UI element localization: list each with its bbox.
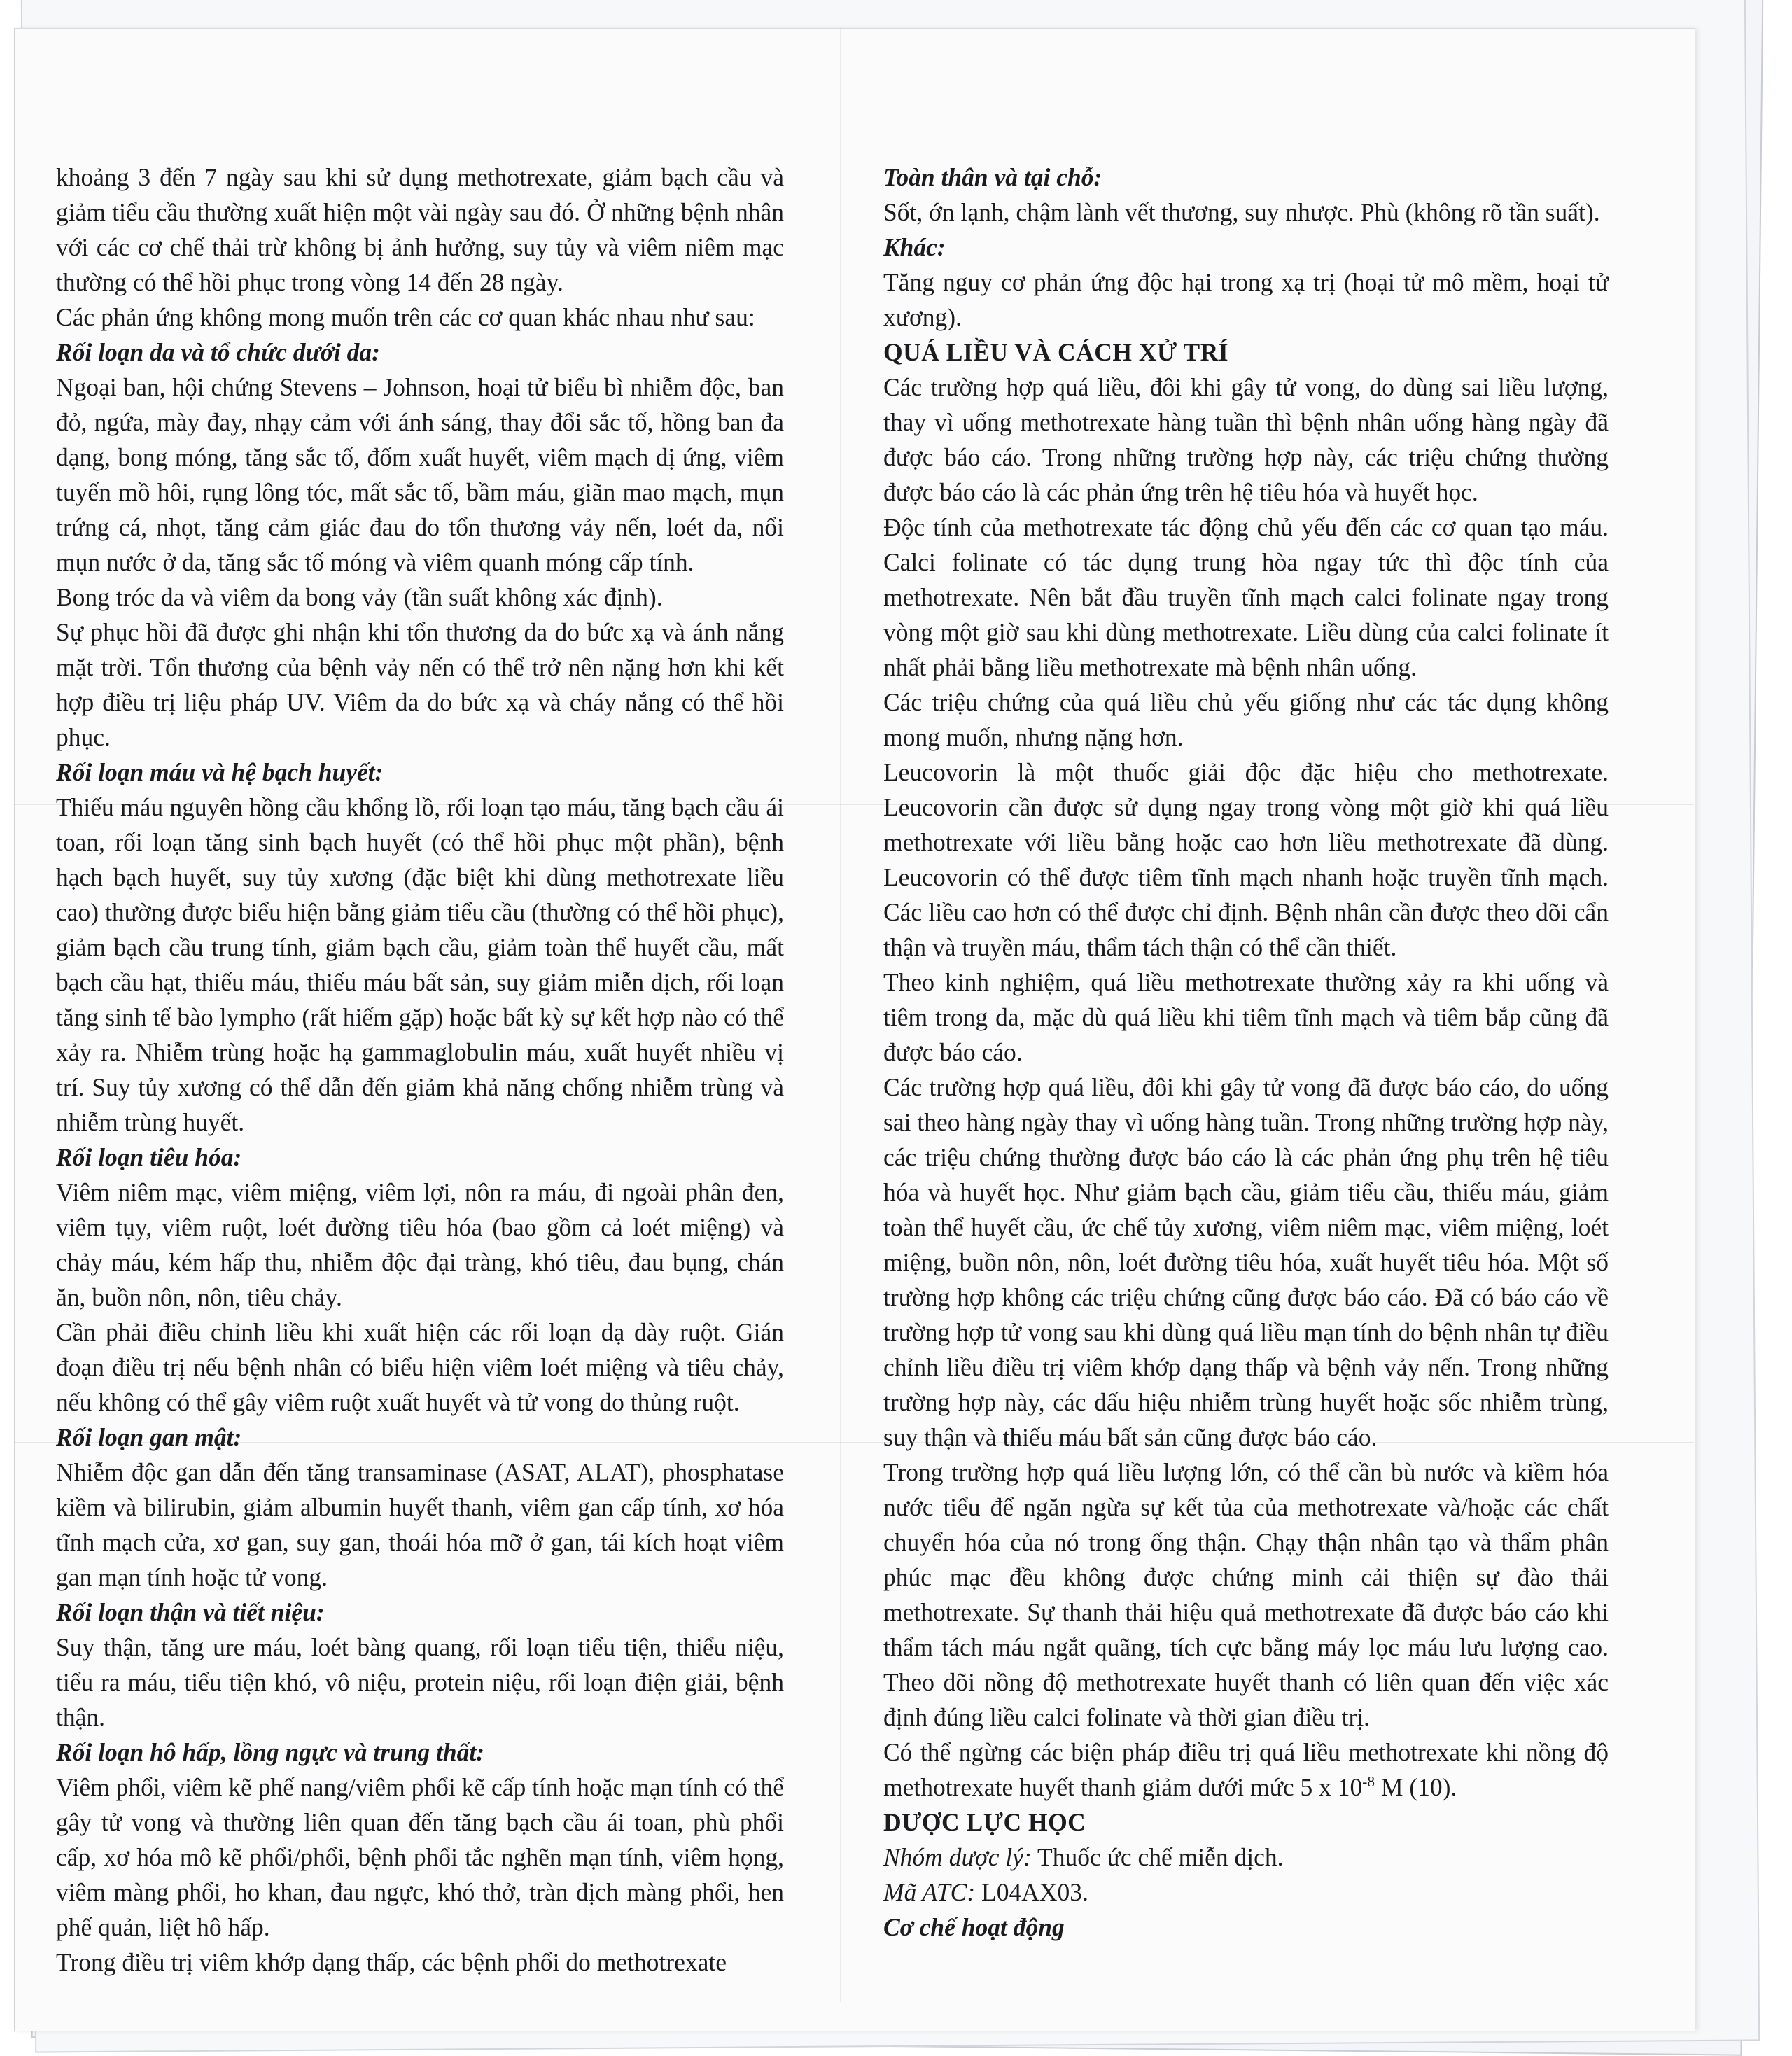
section-heading: Rối loạn thận và tiết niệu: [56, 1598, 325, 1626]
paragraph: Suy thận, tăng ure máu, loét bàng quang, rối loạn tiểu tiện, thiểu niệu, tiểu ra máu, tiểu tiện khó, vô niệu, protein niệu, rối loạn điện giải, bệnh thận. [56, 1633, 784, 1731]
paragraph: Ngoại ban, hội chứng Stevens – Johnson, hoại tử biểu bì nhiễm độc, ban đỏ, ngứa, mày đay, nhạy cảm với ánh sáng, thay đổi sắc tố, hồng ban đa dạng, bong móng, tăng sắc tố, đốm xuất huyết, viêm mạch dị ứng, viêm tuyến mồ hôi, rụng lông tóc, mất sắc tố, bầm máu, giãn mao mạch, mụn trứng cá, nhọt, tăng cảm giác đau do tổn thương vảy nến, loét da, nổi mụn nước ở da, tăng sắc tố móng và viêm quanh móng cấp tính. [56, 373, 784, 576]
section-title-pharmacodynamics: DƯỢC LỰC HỌC [883, 1808, 1086, 1836]
paragraph: Cần phải điều chỉnh liều khi xuất hiện các rối loạn dạ dày ruột. Gián đoạn điều trị nếu bệnh nhân có biểu hiện viêm loét miệng và tiêu chảy, nếu không có thể gây viêm ruột xuất huyết và tử vong do thủng ruột. [56, 1318, 784, 1416]
left-column [56, 160, 784, 1980]
paragraph-text: M (10). [1375, 1773, 1457, 1801]
paragraph: Các triệu chứng của quá liều chủ yếu giống như các tác dụng không mong muốn, nhưng nặng hơn. [883, 688, 1609, 751]
paragraph: khoảng 3 đến 7 ngày sau khi sử dụng methotrexate, giảm bạch cầu và giảm tiểu cầu thường xuất hiện một vài ngày sau đó. Ở những bệnh nhân với các cơ chế thải trừ không bị ảnh hưởng, suy tủy và viêm niêm mạc thường có thể hồi phục trong vòng 14 đến 28 ngày. [56, 163, 784, 296]
section-heading: Rối loạn gan mật: [56, 1423, 242, 1451]
paragraph: Các phản ứng không mong muốn trên các cơ quan khác nhau như sau: [56, 303, 755, 331]
section-heading: Cơ chế hoạt động [883, 1913, 1065, 1941]
pharm-group-value: Thuốc ức chế miễn dịch. [1031, 1843, 1284, 1871]
paragraph: Viêm phổi, viêm kẽ phế nang/viêm phổi kẽ cấp tính hoặc mạn tính có thể gây tử vong và thường liên quan đến tăng bạch cầu ái toan, phù phổi cấp, xơ hóa mô kẽ phổi/phổi, bệnh phổi tắc nghẽn mạn tính, viêm họng, viêm màng phổi, ho khan, đau ngực, khó thở, tràn dịch màng phổi, hen phế quản, liệt hô hấp. [56, 1773, 784, 1941]
pharm-group-label: Nhóm dược lý: [883, 1843, 1032, 1871]
section-heading: Rối loạn da và tổ chức dưới da: [56, 338, 380, 366]
paragraph: Sự phục hồi đã được ghi nhận khi tổn thương da do bức xạ và ánh nắng mặt trời. Tổn thương của bệnh vảy nến có thể trở nên nặng hơn khi kết hợp điều trị liệu pháp UV. Viêm da do bức xạ và cháy nắng có thể hồi phục. [56, 618, 784, 751]
paragraph: Các trường hợp quá liều, đôi khi gây tử vong, do dùng sai liều lượng, thay vì uống methotrexate hàng tuần thì bệnh nhân uống hàng ngày đã được báo cáo. Trong những trường hợp này, các triệu chứng thường được báo cáo là các phản ứng trên hệ tiêu hóa và huyết học. [883, 373, 1609, 506]
paragraph: Các trường hợp quá liều, đôi khi gây tử vong đã được báo cáo, do uống sai theo hàng ngày thay vì uống hàng tuần. Trong những trường hợp này, các triệu chứng thường được báo cáo là các phản ứng phụ trên hệ tiêu hóa và huyết học. Như giảm bạch cầu, giảm tiểu cầu, thiếu máu, giảm toàn thể huyết cầu, ức chế tủy xương, viêm niêm mạc, viêm miệng, loét miệng, buồn nôn, nôn, loét đường tiêu hóa, xuất huyết tiêu hóa. Một số trường hợp không các triệu chứng cũng được báo cáo. Đã có báo cáo về trường hợp tử vong sau khi dùng quá liều mạn tính do bệnh nhân tự điều chỉnh liều điều trị viêm khớp dạng thấp và bệnh vảy nến. Trong những trường hợp này, các dấu hiệu nhiễm trùng huyết hoặc sốc nhiễm trùng, suy thận và thiếu máu bất sản cũng được báo cáo. [883, 1073, 1609, 1451]
fold-line [840, 28, 841, 2002]
section-heading: Toàn thân và tại chỗ: [883, 163, 1102, 191]
atc-code-line [883, 1875, 1609, 1910]
pharm-group-line [883, 1840, 1609, 1875]
section-heading: Rối loạn tiêu hóa: [56, 1143, 242, 1171]
paragraph-text: Có thể ngừng các biện pháp điều trị quá liều methotrexate khi nồng độ methotrexate huyết thanh giảm dưới mức 5 x 10 [883, 1738, 1609, 1801]
section-heading: Rối loạn hô hấp, lồng ngực và trung thất: [56, 1738, 485, 1766]
paragraph: Trong điều trị viêm khớp dạng thấp, các bệnh phổi do methotrexate [56, 1948, 727, 1976]
paragraph: Theo kinh nghiệm, quá liều methotrexate thường xảy ra khi uống và tiêm trong da, mặc dù quá liều khi tiêm tĩnh mạch và tiêm bắp cũng đã được báo cáo. [883, 968, 1609, 1066]
paragraph: Thiếu máu nguyên hồng cầu khổng lồ, rối loạn tạo máu, tăng bạch cầu ái toan, rối loạn tăng sinh bạch huyết (có thể hồi phục một phần), bệnh hạch bạch huyết, suy tủy xương (đặc biệt khi dùng methotrexate liều cao) thường được biểu hiện bằng giảm tiểu cầu (thường có thể hồi phục), giảm bạch cầu trung tính, giảm bạch cầu, giảm toàn thể huyết cầu, mất bạch cầu hạt, thiếu máu, thiếu máu bất sản, suy giảm miễn dịch, rối loạn tăng sinh tế bào lympho (rất hiếm gặp) hoặc bất kỳ sự kết hợp nào có thể xảy ra. Nhiễm trùng hoặc hạ gammaglobulin máu, xuất huyết nhiều vị trí. Suy tủy xương có thể dẫn đến giảm khả năng chống nhiễm trùng và nhiễm trùng huyết. [56, 793, 784, 1136]
paragraph: Độc tính của methotrexate tác động chủ yếu đến các cơ quan tạo máu. Calci folinate có tác dụng trung hòa ngay tức thì độc tính của methotrexate. Nên bắt đầu truyền tĩnh mạch calci folinate ngay trong vòng một giờ sau khi dùng methotrexate. Liều dùng của calci folinate ít nhất phải bằng liều methotrexate mà bệnh nhân uống. [883, 513, 1609, 681]
right-column [883, 160, 1609, 1945]
paragraph: Viêm niêm mạc, viêm miệng, viêm lợi, nôn ra máu, đi ngoài phân đen, viêm tụy, viêm ruột, loét đường tiêu hóa (bao gồm cả loét miệng) và chảy máu, kém hấp thu, nhiễm độc đại tràng, khó tiêu, đau bụng, chán ăn, buồn nôn, nôn, tiêu chảy. [56, 1178, 784, 1311]
exponent: -8 [1362, 1773, 1376, 1791]
atc-value: L04AX03. [975, 1878, 1088, 1906]
section-heading: Khác: [883, 233, 946, 261]
paragraph: Tăng nguy cơ phản ứng độc hại trong xạ trị (hoại tử mô mềm, hoại tử xương). [883, 268, 1609, 331]
paragraph: Bong tróc da và viêm da bong vảy (tần suất không xác định). [56, 583, 663, 611]
paragraph: Leucovorin là một thuốc giải độc đặc hiệu cho methotrexate. Leucovorin cần được sử dụng ngay trong vòng một giờ khi quá liều methotrexate với liều bằng hoặc cao hơn liều methotrexate đã dùng. Leucovorin có thể được tiêm tĩnh mạch nhanh hoặc truyền tĩnh mạch. Các liều cao hơn có thể được chỉ định. Bệnh nhân cần được theo dõi cẩn thận và truyền máu, thẩm tách thận có thể cần thiết. [883, 758, 1609, 961]
atc-label: Mã ATC: [883, 1878, 976, 1906]
paragraph: Nhiễm độc gan dẫn đến tăng transaminase (ASAT, ALAT), phosphatase kiềm và bilirubin, giảm albumin huyết thanh, viêm gan cấp tính, xơ hóa tĩnh mạch cửa, xơ gan, suy gan, thoái hóa mỡ ở gan, tái kích hoạt viêm gan mạn tính hoặc tử vong. [56, 1458, 784, 1591]
paragraph: Sốt, ớn lạnh, chậm lành vết thương, suy nhược. Phù (không rõ tần suất). [883, 198, 1600, 226]
paragraph: Trong trường hợp quá liều lượng lớn, có thể cần bù nước và kiềm hóa nước tiểu để ngăn ngừa sự kết tủa của methotrexate và/hoặc các chất chuyển hóa của nó trong ống thận. Chạy thận nhân tạo và thẩm phân phúc mạc đều không được chứng minh cải thiện sự đào thải methotrexate. Sự thanh thải hiệu quả methotrexate đã được báo cáo khi thẩm tách máu ngắt quãng, tích cực bằng máy lọc máu lưu lượng cao. Theo dõi nồng độ methotrexate huyết thanh có liên quan đến việc xác định đúng liều calci folinate và thời gian điều trị. [883, 1458, 1609, 1731]
paragraph [883, 1735, 1609, 1805]
section-heading: Rối loạn máu và hệ bạch huyết: [56, 758, 384, 786]
section-title-overdose: QUÁ LIỀU VÀ CÁCH XỬ TRÍ [883, 338, 1229, 366]
